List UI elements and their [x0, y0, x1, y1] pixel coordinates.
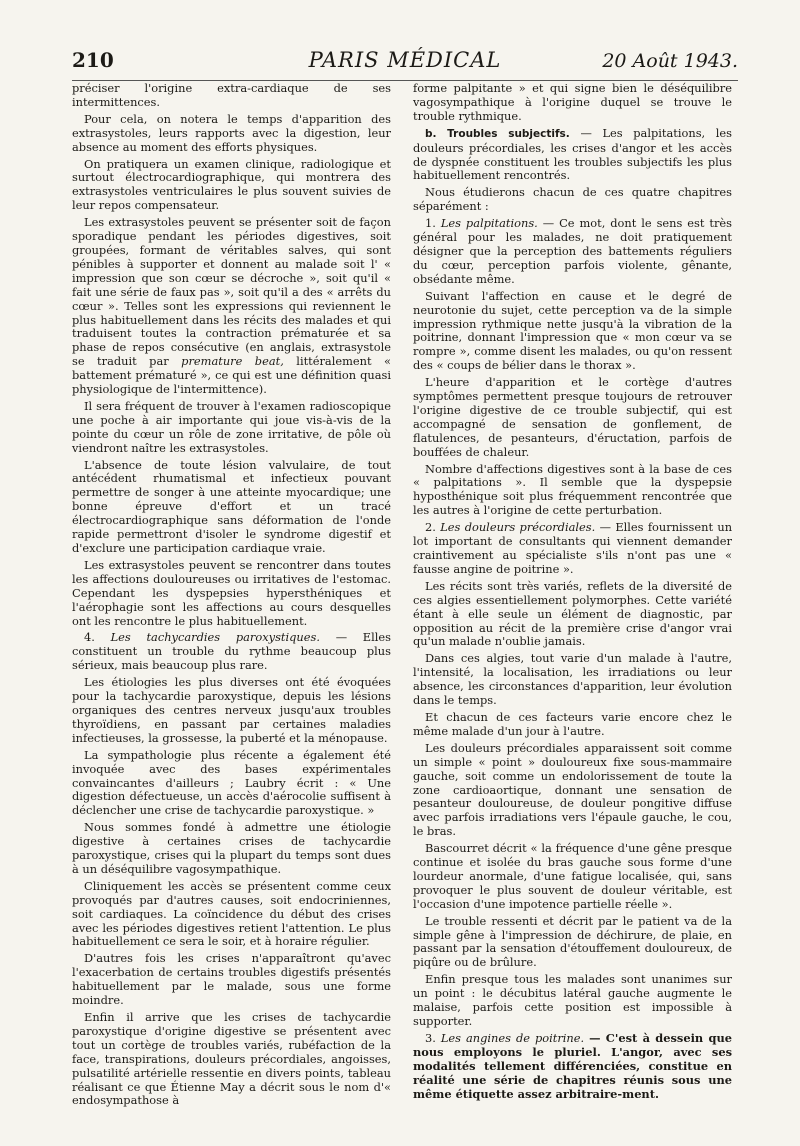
- page-header: [72, 46, 738, 81]
- paragraph: forme palpitante » et qui signe bien le déséquilibre vagosympathique à l'origine duquel se trouve le trouble rythmique.: [413, 81, 732, 123]
- paragraph: Nombre d'affections digestives sont à la base de ces « palpitations ». Il semble que la dyspepsie hyposthénique soit plus fréquemment rencontrée que les autres à l'origine de cette perturbation.: [413, 461, 732, 518]
- paragraph: Suivant l'affection en cause et le degré de neurotonie du sujet, cette perception va de la simple impression rythmique nette jusqu'à la vibration de la poitrine, donnant l'impression que « mon cœur va se rompre », comme disent les malades, ou qu'on ressent des « coups de bélier dans le thorax ».: [413, 288, 732, 373]
- paragraph: La sympathologie plus récente a également été invoquée avec des bases expérimentales convaincantes d'ailleurs ; Laubry écrit : « Une digestion défectueuse, un accès d'aérocolie suffisent à déclencher une crise de tachycardie paroxystique. »: [72, 747, 391, 818]
- left-column: [72, 82, 391, 1111]
- section-heading-troubles-subjectifs: b. Troubles subjectifs. — Les palpitations, les douleurs précordiales, les crises d'angor et les accès de dyspnée constituent les troubles subjectifs les plus habituellement rencontrés.: [413, 125, 733, 183]
- paragraph: Dans ces algies, tout varie d'un malade à l'autre, l'intensité, la localisation, les irradiations ou leur absence, les circonstances d'apparition, leur évolution dans le temps.: [413, 651, 732, 708]
- right-column: [413, 82, 732, 1104]
- paragraph: Cliniquement les accès se présentent comme ceux provoqués par d'autres causes, soit endocriniennes, soit cardiaques. La coïncidence du début des crises avec les périodes digestives retient l'attention. Le plus habituellement ce sera le soir, et à horaire régulier.: [72, 878, 391, 949]
- paragraph: Bascourret décrit « la fréquence d'une gêne presque continue et isolée du bras gauche sous forme d'une lourdeur anormale, d'une fatigue localisée, qui, sans provoquer le plus souvent de douleur véritable, est l'occasion d'une impotence partielle réelle ».: [413, 841, 732, 911]
- paragraph: Nous étudierons chacun de ces quatre chapitres séparément :: [413, 185, 732, 214]
- emphasis: premature beat,: [181, 354, 284, 369]
- paragraph: Pour cela, on notera le temps d'apparition des extrasystoles, leurs rapports avec la digestion, leur absence au moment des efforts physiques.: [72, 111, 391, 154]
- paragraph: Nous sommes fondé à admettre une étiologie digestive à certaines crises de tachycardie paroxystique, crises qui la plupart du temps sont dues à un déséquilibre vagosympathique.: [72, 820, 391, 876]
- paragraph: préciser l'origine extra-cardiaque de ses intermittences.: [72, 81, 391, 109]
- paragraph: Enfin il arrive que les crises de tachycardie paroxystique d'origine digestive se présentent avec tout un cortège de troubles variés, rubéfaction de la face, transpirations, douleurs précordiales, angoisses, pulsatilité artérielle ressentie en divers points, tableau réalisant ce que Étienne May a décrit sous le nom d'« endosympathose à: [72, 1010, 391, 1108]
- paragraph: L'absence de toute lésion valvulaire, de tout antécédent rhumatismal et infectieux pouvant permettre de songer à une atteinte myocardique; une bonne épreuve d'effort et un tracé électrocardiographique sans déformation de l'onde rapide permettront d'isoler le syndrome digestif et d'exclure une participation cardiaque vraie.: [72, 457, 391, 555]
- paragraph: Les récits sont très variés, reflets de la diversité de ces algies essentiellement polymorphes. Cette variété étant à elle seule un élément de diagnostic, par opposition au récit de la première crise d'angor vrai qu'un malade n'oublie jamais.: [413, 578, 732, 649]
- page-number: 210: [72, 48, 114, 72]
- paragraph: D'autres fois les crises n'apparaîtront qu'avec l'exacerbation de certains troubles digestifs présentés habituellement par le malade, sous une forme moindre.: [72, 951, 391, 1008]
- issue-date: 20 Août 1943.: [602, 50, 738, 72]
- paragraph: Le trouble ressenti et décrit par le patient va de la simple gêne à l'impression de déchirure, de plaie, en passant par la sensation d'étouffement douloureux, de piqûre ou de brûlure.: [413, 913, 732, 970]
- section-heading-douleurs: 2. Les douleurs précordiales. — Elles fournissent un lot important de consultants qui viennent demander craintivement au spécialiste s'ils n'ont pas une « fausse angine de poitrine ».: [413, 520, 733, 576]
- paragraph: Les extrasystoles peuvent se rencontrer dans toutes les affections douloureuses ou irritatives de l'estomac. Cependant les dyspepsies hypersthéniques et l'aérophagie sont les affections au cours desquelles ont les rencontre le plus habituellement.: [72, 557, 391, 628]
- journal-title: PARIS MÉDICAL: [308, 48, 502, 72]
- paragraph: Les étiologies les plus diverses ont été évoquées pour la tachycardie paroxystique, depuis les lésions organiques des centres nerveux jusqu'aux troubles thyroïdiens, en passant par certaines maladies infectieuses, la grossesse, la puberté et la ménopause.: [72, 675, 391, 745]
- paragraph: Les douleurs précordiales apparaissent soit comme un simple « point » douloureux fixe sous-mammaire gauche, soit comme un endolorissement de toute la zone cardioaortique, donnant une sensation de pesanteur douloureuse, de douleur pongitive diffuse avec parfois irradiations vers l'épaule gauche, le cou, le bras.: [413, 740, 732, 839]
- section-heading-tachycardies: 4. Les tachycardies paroxystiques. — Elles constituent un trouble du rythme beaucoup plus sérieux, mais beaucoup plus rare.: [72, 630, 391, 673]
- paragraph: Les extrasystoles peuvent se présenter soit de façon sporadique pendant les périodes digestives, soit groupées, formant de véritables salves, qui sont pénibles à supporter et donnent au malade soit l' « impression que son cœur se décroche », soit qu'il « fait une série de faux pas », soit qu'il a des « arrêts du cœur ». Telles sont les expressions qui reviennent le plus habituellement dans les récits des malades et qui traduisent toutes la contraction prématurée et sa phase de repos consécutive (en anglais, extrasystole se traduit par premature beat, littéralement « battement prématuré », ce qui est une définition quasi physiologique de l'intermittence).: [72, 215, 391, 397]
- section-heading-angines: 3. Les angines de poitrine. — C'est à dessein que nous employons le pluriel. L'angor, avec ses modalités tellement différenciées, constitue en réalité une série de chapitres réunis sous une même étiquette assez arbitraire-ment.: [413, 1030, 733, 1101]
- paragraph: On pratiquera un examen clinique, radiologique et surtout électrocardiographique, qui montrera des extrasystoles ventriculaires le plus souvent suivies de leur repos compensateur.: [72, 156, 391, 213]
- paragraph: L'heure d'apparition et le cortège d'autres symptômes permettent presque toujours de retrouver l'origine digestive de ce trouble subjectif, qui est accompagné de sensation de gonflement, de flatulences, de pesanteurs, d'éructation, parfois de bouffées de chaleur.: [413, 375, 732, 459]
- section-heading-palpitations: 1. Les palpitations. — Ce mot, dont le sens est très général pour les malades, ne doit pratiquement désigner que la perception des battements réguliers du cœur, perception parfois violente, gênante, obsédante même.: [413, 216, 732, 286]
- paragraph: Il sera fréquent de trouver à l'examen radioscopique une poche à air importante qui joue vis-à-vis de la pointe du cœur un rôle de zone irritative, de pôle où viendront naître les extrasystoles.: [72, 398, 391, 455]
- paragraph: Enfin presque tous les malades sont unanimes sur un point : le décubitus latéral gauche augmente le malaise, parfois cette position est impossible à supporter.: [413, 972, 732, 1028]
- paragraph: Et chacun de ces facteurs varie encore chez le même malade d'un jour à l'autre.: [413, 709, 732, 738]
